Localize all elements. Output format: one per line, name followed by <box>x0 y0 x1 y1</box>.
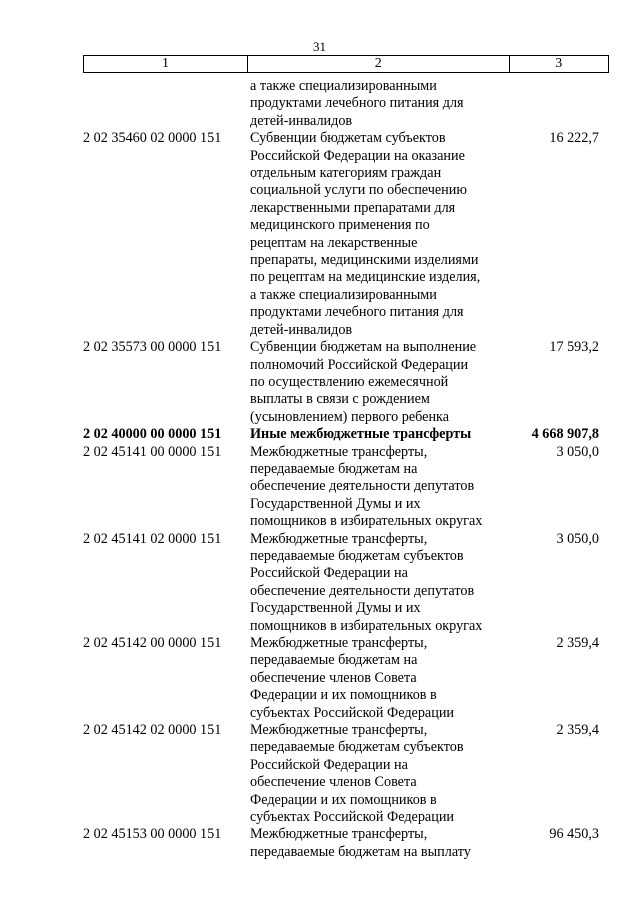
description-line: Государственной Думы и их <box>250 495 421 512</box>
table-row <box>83 339 609 426</box>
description-line: помощников в избирательных округах <box>250 617 483 634</box>
column-header-table <box>83 55 609 73</box>
description-line: обеспечение членов Совета <box>250 774 417 791</box>
description-line: Российской Федерации на <box>250 565 408 582</box>
budget-code: 2 02 45141 02 0000 151 <box>83 530 222 547</box>
description-line: а также специализированными <box>250 286 437 303</box>
description-line: выплаты в связи с рождением <box>250 391 430 408</box>
description-line: социальной услуги по обеспечению <box>250 182 467 199</box>
description-line: Межбюджетные трансферты, <box>250 635 428 651</box>
description-line: отдельным категориям граждан <box>250 165 442 182</box>
budget-table-body <box>83 78 609 861</box>
description-line: детей-инвалидов <box>250 321 353 338</box>
description-line: медицинского применения по <box>250 217 430 234</box>
budget-description <box>247 635 509 722</box>
description-line: Иные межбюджетные трансферты <box>250 426 472 443</box>
amount: 17 593,2 <box>549 339 599 356</box>
description-line: Межбюджетные трансферты, <box>250 826 428 843</box>
description-line: полномочий Российской Федерации <box>250 356 469 373</box>
column-header-1: 1 <box>84 56 248 73</box>
description-line: передаваемые бюджетам на выплату <box>250 843 471 860</box>
budget-code: 2 02 35573 00 0000 151 <box>83 339 222 356</box>
amount: 3 050,0 <box>556 443 599 460</box>
budget-code: 2 02 45142 02 0000 151 <box>83 722 222 739</box>
table-row <box>83 78 609 130</box>
amount: 2 359,4 <box>556 635 599 651</box>
description-line: Межбюджетные трансферты, <box>250 530 428 547</box>
description-line: Межбюджетные трансферты, <box>250 722 428 739</box>
description-line: обеспечение деятельности депутатов <box>250 478 475 495</box>
description-line: Российской Федерации на оказание <box>250 147 465 164</box>
description-line: по рецептам на медицинские изделия, <box>250 269 481 286</box>
amount: 16 222,7 <box>549 130 599 147</box>
budget-description <box>247 531 509 635</box>
description-line: по осуществлению ежемесячной <box>250 373 449 390</box>
description-line: Государственной Думы и их <box>250 600 421 617</box>
table-row <box>83 130 609 339</box>
budget-description <box>247 444 509 531</box>
description-line: Субвенции бюджетам на выполнение <box>250 339 477 356</box>
column-header-2: 2 <box>248 56 509 73</box>
table-row <box>83 426 609 443</box>
description-line: передаваемые бюджетам субъектов <box>250 739 464 756</box>
budget-code: 2 02 40000 00 0000 151 <box>83 426 222 443</box>
amount: 3 050,0 <box>556 530 599 547</box>
budget-description <box>247 339 509 426</box>
description-line: Межбюджетные трансферты, <box>250 443 428 460</box>
description-line: рецептам на лекарственные <box>250 234 418 251</box>
description-line: препараты, медицинскими изделиями <box>250 252 479 269</box>
description-line: Федерации и их помощников в <box>250 791 437 808</box>
budget-code: 2 02 45141 00 0000 151 <box>83 443 222 460</box>
description-line: субъектах Российской Федерации <box>250 809 454 826</box>
table-row <box>83 826 609 861</box>
description-line: передаваемые бюджетам на <box>250 652 418 669</box>
budget-code: 2 02 45142 00 0000 151 <box>83 635 222 651</box>
table-row <box>83 531 609 635</box>
column-header-3: 3 <box>509 56 608 73</box>
amount: 4 668 907,8 <box>531 426 599 443</box>
description-line: Субвенции бюджетам субъектов <box>250 130 446 147</box>
table-row <box>83 635 609 722</box>
description-line: передаваемые бюджетам на <box>250 460 418 477</box>
description-line: продуктами лечебного питания для <box>250 304 464 321</box>
budget-code: 2 02 45153 00 0000 151 <box>83 826 222 843</box>
description-line: обеспечение членов Совета <box>250 669 417 686</box>
description-line: Российской Федерации на <box>250 756 408 773</box>
description-line: лекарственными препаратами для <box>250 199 456 216</box>
budget-description <box>247 722 509 826</box>
budget-description <box>247 130 509 339</box>
table-row <box>83 722 609 826</box>
description-line: субъектах Российской Федерации <box>250 704 454 721</box>
budget-description <box>247 78 509 130</box>
budget-description <box>247 826 509 861</box>
description-line: продуктами лечебного питания для <box>250 95 464 112</box>
table-row <box>83 444 609 531</box>
description-line: помощников в избирательных округах <box>250 513 483 530</box>
description-line: передаваемые бюджетам субъектов <box>250 547 464 564</box>
page-number: 31 <box>313 39 326 54</box>
budget-code: 2 02 35460 02 0000 151 <box>83 130 222 147</box>
description-line: Федерации и их помощников в <box>250 687 437 704</box>
amount: 96 450,3 <box>549 826 599 843</box>
amount: 2 359,4 <box>556 722 599 739</box>
description-line: а также специализированными <box>250 78 437 94</box>
budget-description <box>247 426 509 443</box>
description-line: (усыновлением) первого ребенка <box>250 408 450 425</box>
description-line: обеспечение деятельности депутатов <box>250 582 475 599</box>
description-line: детей-инвалидов <box>250 112 353 129</box>
